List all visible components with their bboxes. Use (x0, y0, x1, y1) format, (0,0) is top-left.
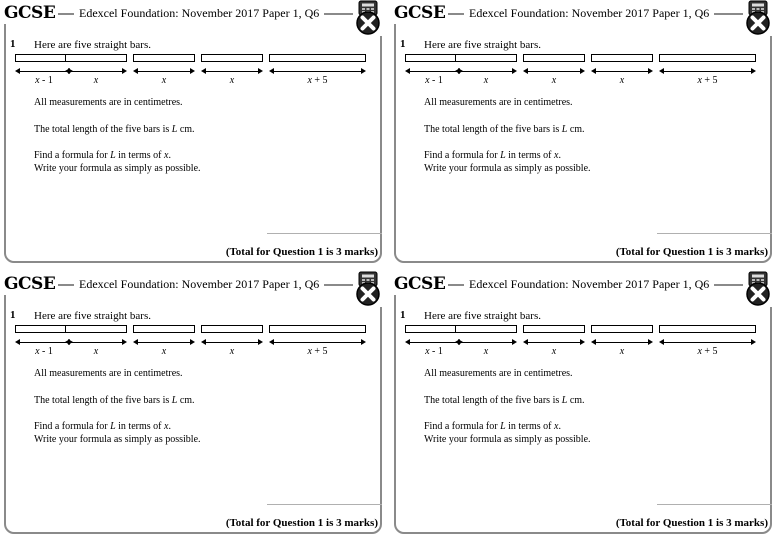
gcse-brand: GCSE (0, 2, 58, 24)
formula-instruction: Find a formula for L in terms of x. (34, 150, 171, 161)
bar-label: x (551, 346, 557, 357)
no-calculator-icon (353, 0, 383, 36)
bar (455, 54, 517, 62)
bar-label: x (161, 346, 167, 357)
question-card (0, 271, 382, 535)
bar (201, 325, 263, 333)
answer-line (657, 504, 772, 505)
bar-label: x (161, 75, 167, 86)
measurement-note: All measurements are in centimetres. (424, 368, 573, 379)
bar (455, 325, 517, 333)
question-source: Edexcel Foundation: November 2017 Paper 1, Q6 (74, 276, 324, 292)
measurement-note: All measurements are in centimetres. (34, 97, 183, 108)
question-source: Edexcel Foundation: November 2017 Paper 1, Q6 (464, 276, 714, 292)
bar-label: x (483, 346, 489, 357)
bar-label: x - 1 (35, 75, 53, 86)
bar (591, 325, 653, 333)
gcse-brand: GCSE (390, 273, 448, 295)
measurement-arrow (659, 70, 756, 72)
bar-label: x (93, 75, 99, 86)
question-card (390, 0, 772, 264)
answer-line (657, 233, 772, 234)
bar-label: x (483, 75, 489, 86)
bar (65, 54, 127, 62)
bar (269, 325, 366, 333)
bar-label: x + 5 (697, 346, 718, 357)
bar-label: x - 1 (425, 346, 443, 357)
bar (659, 325, 756, 333)
total-marks: (Total for Question 1 is 3 marks) (615, 246, 768, 258)
bar (133, 325, 195, 333)
question-number: 1 (400, 309, 406, 321)
question-intro: Here are five straight bars. (34, 39, 151, 51)
bar-label: x + 5 (697, 75, 718, 86)
no-calculator-icon (353, 271, 383, 307)
no-calculator-icon (743, 271, 773, 307)
bar (523, 325, 585, 333)
bar-label: x (93, 346, 99, 357)
measurement-arrow (269, 70, 366, 72)
gcse-brand: GCSE (390, 2, 448, 24)
measurement-arrow (455, 70, 517, 72)
measurement-arrow (659, 341, 756, 343)
total-length-text: The total length of the five bars is L cm. (424, 124, 585, 135)
measurement-arrow (133, 70, 195, 72)
simplify-instruction: Write your formula as simply as possible. (34, 434, 201, 445)
bar-label: x (229, 346, 235, 357)
question-source: Edexcel Foundation: November 2017 Paper 1, Q6 (74, 5, 324, 21)
bar-label: x (229, 75, 235, 86)
question-intro: Here are five straight bars. (424, 310, 541, 322)
total-length-text: The total length of the five bars is L cm. (424, 395, 585, 406)
formula-instruction: Find a formula for L in terms of x. (424, 421, 561, 432)
total-marks: (Total for Question 1 is 3 marks) (225, 246, 378, 258)
question-card (0, 0, 382, 264)
bar (65, 325, 127, 333)
simplify-instruction: Write your formula as simply as possible. (424, 434, 591, 445)
measurement-arrow (201, 70, 263, 72)
bar (269, 54, 366, 62)
measurement-arrow (591, 70, 653, 72)
measurement-arrow (201, 341, 263, 343)
total-length-text: The total length of the five bars is L cm. (34, 395, 195, 406)
bar-label: x - 1 (35, 346, 53, 357)
simplify-instruction: Write your formula as simply as possible. (424, 163, 591, 174)
bar-label: x + 5 (307, 346, 328, 357)
question-intro: Here are five straight bars. (34, 310, 151, 322)
measurement-arrow (523, 70, 585, 72)
total-marks: (Total for Question 1 is 3 marks) (225, 517, 378, 529)
answer-line (267, 233, 382, 234)
total-length-text: The total length of the five bars is L cm. (34, 124, 195, 135)
simplify-instruction: Write your formula as simply as possible. (34, 163, 201, 174)
question-source: Edexcel Foundation: November 2017 Paper 1, Q6 (464, 5, 714, 21)
measurement-arrow (65, 341, 127, 343)
measurement-note: All measurements are in centimetres. (34, 368, 183, 379)
formula-instruction: Find a formula for L in terms of x. (34, 421, 171, 432)
bar (133, 54, 195, 62)
measurement-arrow (591, 341, 653, 343)
answer-line (267, 504, 382, 505)
measurement-note: All measurements are in centimetres. (424, 97, 573, 108)
measurement-arrow (523, 341, 585, 343)
bar-label: x (551, 75, 557, 86)
question-card (390, 271, 772, 535)
bar (523, 54, 585, 62)
gcse-brand: GCSE (0, 273, 58, 295)
bar-label: x (619, 75, 625, 86)
measurement-arrow (269, 341, 366, 343)
question-number: 1 (400, 38, 406, 50)
measurement-arrow (65, 70, 127, 72)
measurement-arrow (455, 341, 517, 343)
no-calculator-icon (743, 0, 773, 36)
bar-label: x (619, 346, 625, 357)
question-number: 1 (10, 38, 16, 50)
question-intro: Here are five straight bars. (424, 39, 541, 51)
question-number: 1 (10, 309, 16, 321)
bar-label: x - 1 (425, 75, 443, 86)
bar-label: x + 5 (307, 75, 328, 86)
measurement-arrow (133, 341, 195, 343)
total-marks: (Total for Question 1 is 3 marks) (615, 517, 768, 529)
bar (201, 54, 263, 62)
formula-instruction: Find a formula for L in terms of x. (424, 150, 561, 161)
bar (591, 54, 653, 62)
bar (659, 54, 756, 62)
